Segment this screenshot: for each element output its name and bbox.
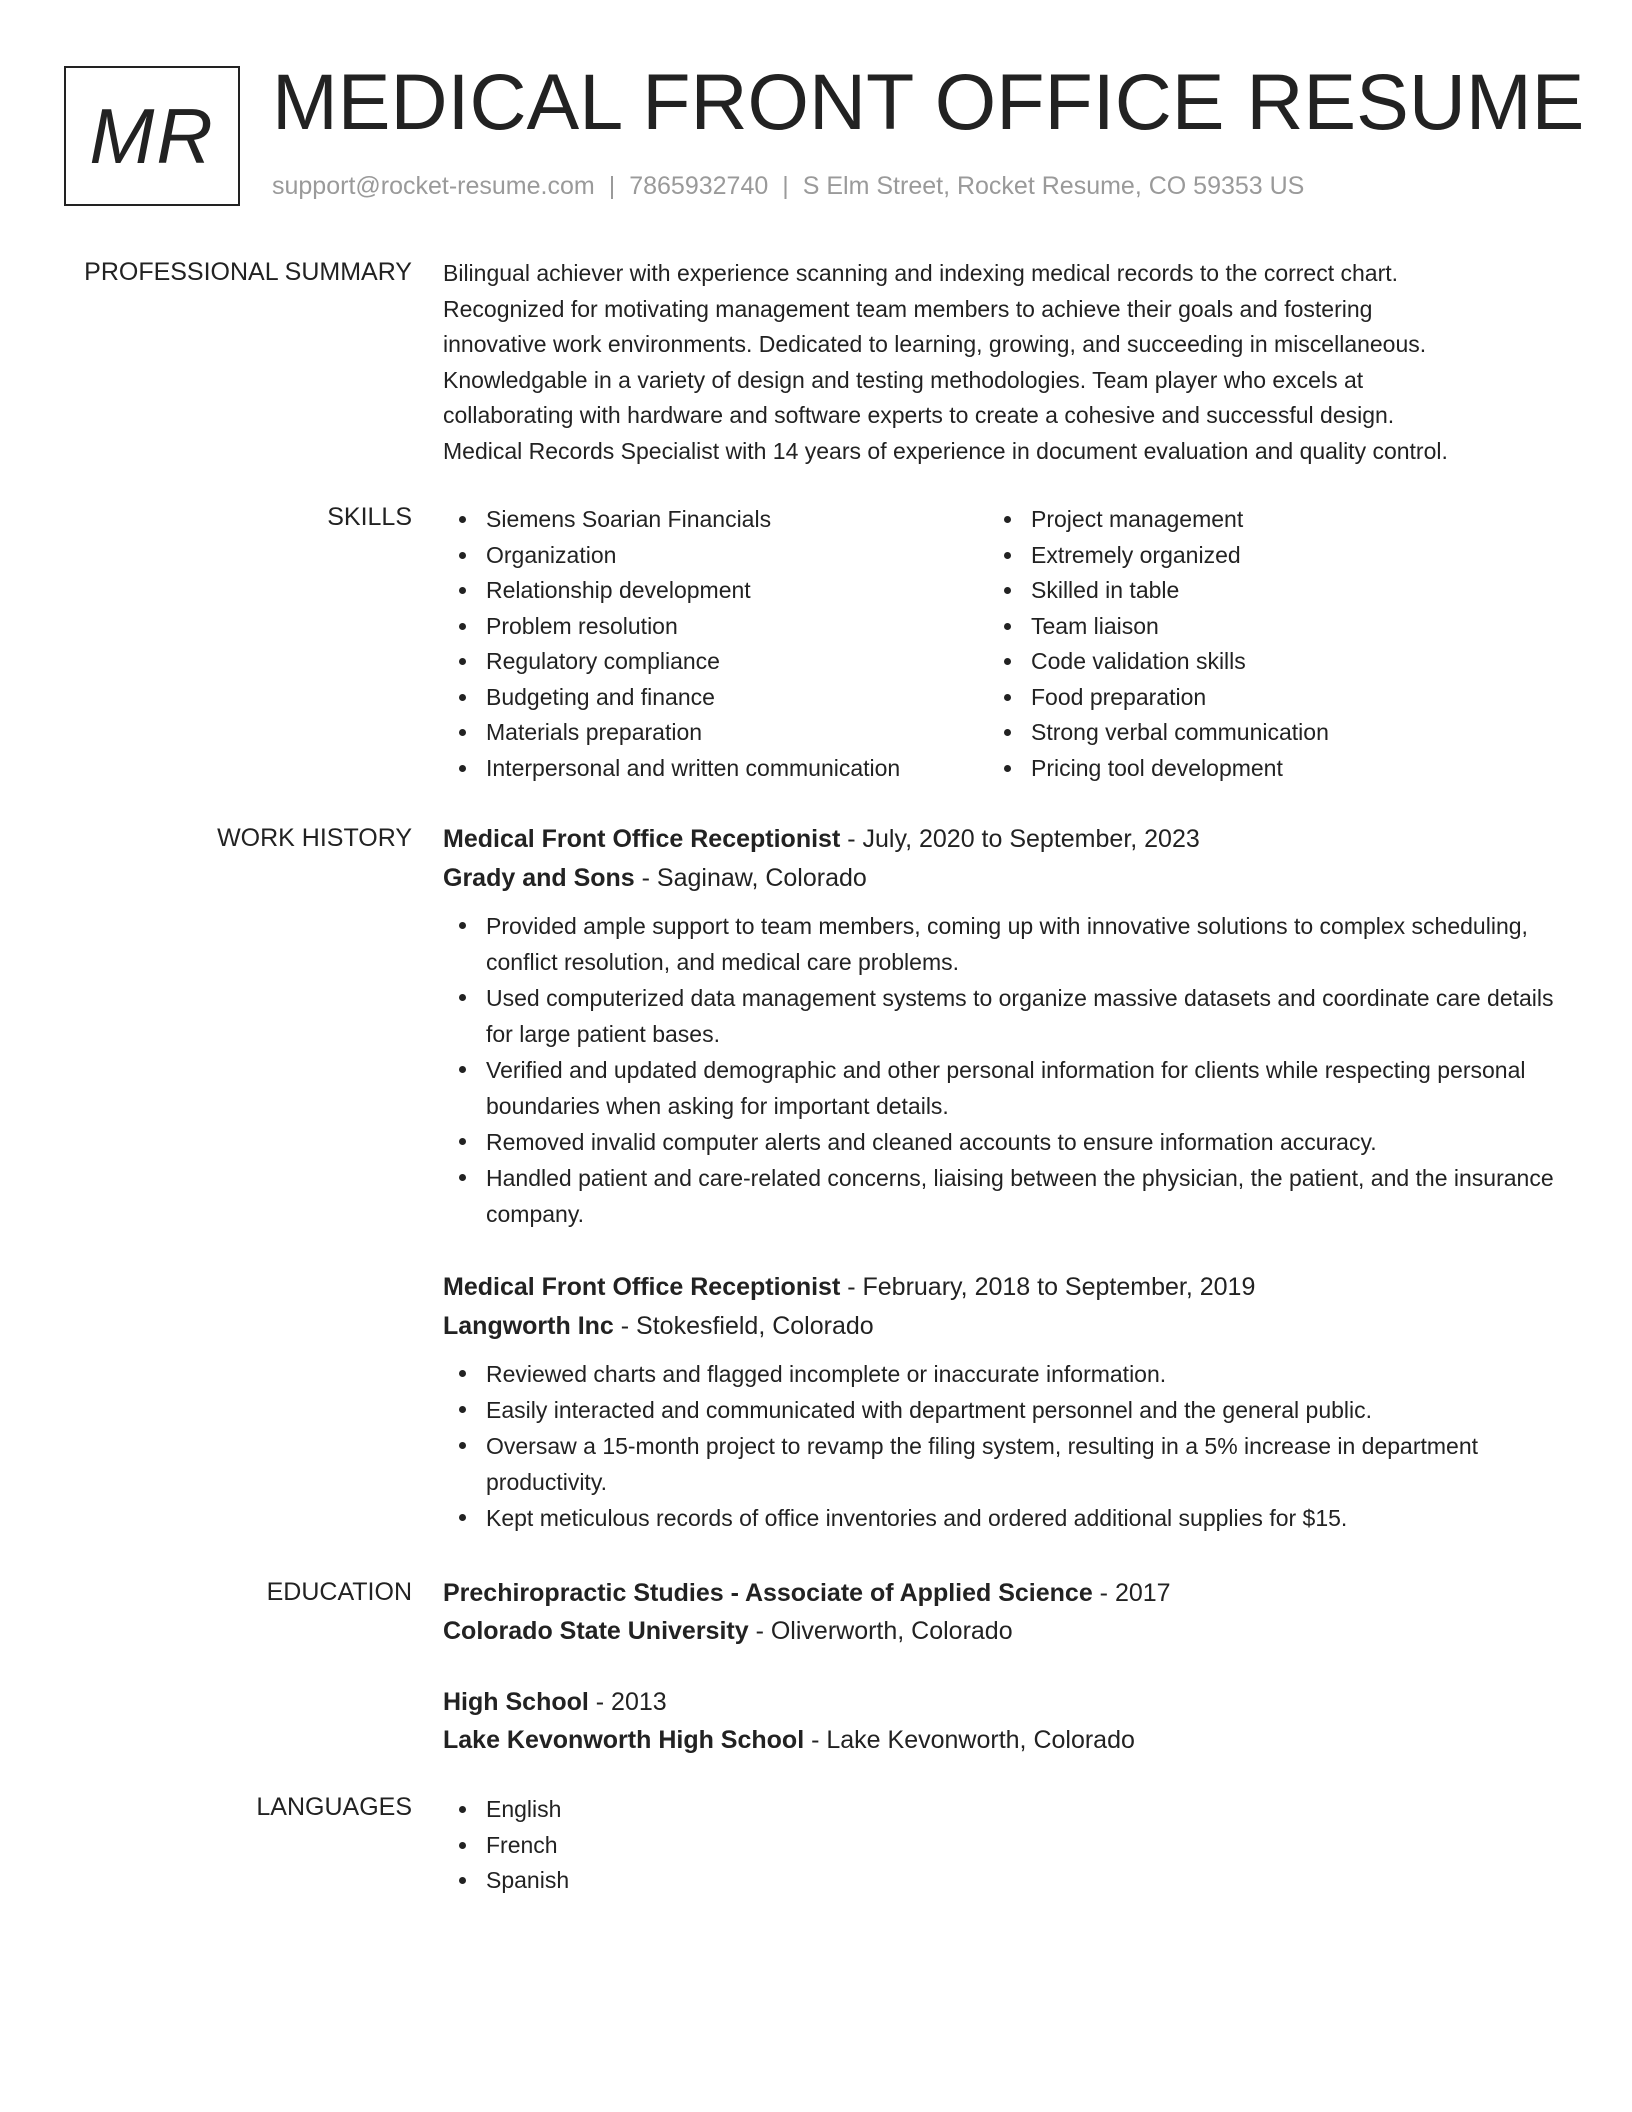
skill-item: Organization [443,538,988,574]
skill-item: Problem resolution [443,609,988,645]
summary-line: collaborating with hardware and software experts to create a cohesive and successful design. [443,402,1395,428]
language-item: English [443,1792,1563,1828]
languages-bullets [443,1792,1563,1899]
skill-item: Code validation skills [988,644,1533,680]
education-location: - Oliverworth, Colorado [748,1617,1013,1645]
skill-item: Skilled in table [988,573,1533,609]
contact-address: S Elm Street, Rocket Resume, CO 59353 US [802,172,1305,200]
language-item: Spanish [443,1863,1563,1899]
job-title-line [443,820,1563,859]
languages-list [443,1792,1563,1899]
skill-item: Project management [988,502,1533,538]
education-degree-line [443,1574,1563,1612]
job-company-line [443,1307,1563,1346]
summary-line: innovative work environments. Dedicated to learning, growing, and succeeding in miscellaneous. [443,331,1427,357]
education-school-line [443,1612,1563,1650]
job-bullet: Kept meticulous records of office inventories and ordered additional supplies for $15. [443,1500,1563,1536]
job-bullets [443,908,1563,1232]
contact-separator: | [782,172,789,200]
skills-list [443,502,1563,786]
monogram: MR [64,66,240,206]
languages-section-label: LANGUAGES [256,1793,412,1821]
job-location: - Saginaw, Colorado [634,864,867,892]
education-degree-line [443,1683,1563,1721]
education-section-label: EDUCATION [266,1578,412,1606]
job-dates: - February, 2018 to September, 2019 [840,1273,1256,1301]
skill-item: Siemens Soarian Financials [443,502,988,538]
job-entry [443,1268,1563,1536]
skill-item: Relationship development [443,573,988,609]
education-year: - 2017 [1092,1579,1171,1607]
education-degree: High School [443,1688,589,1716]
summary-section-label: PROFESSIONAL SUMMARY [84,258,412,286]
language-item: French [443,1828,1563,1864]
contact-email: support@rocket-resume.com [272,172,595,200]
skills-section-label: SKILLS [327,503,412,531]
job-company: Langworth Inc [443,1312,614,1340]
job-bullets [443,1356,1563,1536]
education-entry [443,1574,1563,1650]
work-section-label: WORK HISTORY [217,824,412,852]
job-bullet: Reviewed charts and flagged incomplete or inaccurate information. [443,1356,1563,1392]
education-school: Lake Kevonworth High School [443,1726,805,1754]
skill-item: Pricing tool development [988,751,1533,787]
job-bullet: Oversaw a 15-month project to revamp the filing system, resulting in a 5% increase in department productivity. [443,1428,1563,1500]
contact-line [272,172,1304,201]
summary-text [443,256,1563,469]
job-title: Medical Front Office Receptionist [443,1273,841,1301]
job-bullet: Removed invalid computer alerts and cleaned accounts to ensure information accuracy. [443,1124,1563,1160]
job-company-line [443,859,1563,898]
job-company: Grady and Sons [443,864,635,892]
job-bullet: Verified and updated demographic and other personal information for clients while respecting personal boundaries when asking for important details. [443,1052,1563,1124]
skill-item: Budgeting and finance [443,680,988,716]
education-degree: Prechiropractic Studies - Associate of Applied Science [443,1579,1093,1607]
skill-item: Materials preparation [443,715,988,751]
job-bullet: Provided ample support to team members, coming up with innovative solutions to complex scheduling, conflict resolution, and medical care problems. [443,908,1563,980]
job-bullet: Easily interacted and communicated with department personnel and the general public. [443,1392,1563,1428]
skills-column-1 [443,502,988,786]
skill-item: Regulatory compliance [443,644,988,680]
skill-item: Team liaison [988,609,1533,645]
education-school-line [443,1721,1563,1759]
summary-line: Bilingual achiever with experience scanning and indexing medical records to the correct chart. [443,260,1399,286]
contact-phone: 7865932740 [629,172,769,200]
education-location: - Lake Kevonworth, Colorado [804,1726,1135,1754]
summary-line: Recognized for motivating management team members to achieve their goals and fostering [443,295,1373,322]
skill-item: Strong verbal communication [988,715,1533,751]
resume-title: MEDICAL FRONT OFFICE RESUME [272,57,1585,146]
job-dates: - July, 2020 to September, 2023 [840,825,1200,853]
education-school: Colorado State University [443,1617,749,1645]
skill-item: Food preparation [988,680,1533,716]
job-bullet: Handled patient and care-related concerns, liaising between the physician, the patient, and the insurance company. [443,1160,1563,1232]
job-title: Medical Front Office Receptionist [443,825,841,853]
summary-line: Medical Records Specialist with 14 years of experience in document evaluation and quality control. [443,437,1448,464]
skill-item: Interpersonal and written communication [443,751,988,787]
education-year: - 2013 [588,1688,667,1716]
skills-column-2 [988,502,1533,786]
education-entry [443,1683,1563,1759]
job-location: - Stokesfield, Colorado [613,1312,874,1340]
job-entry [443,820,1563,1232]
job-title-line [443,1268,1563,1307]
skill-item: Extremely organized [988,538,1533,574]
contact-separator: | [608,172,616,200]
summary-line: Knowledgable in a variety of design and testing methodologies. Team player who excels at [443,366,1364,393]
job-bullet: Used computerized data management systems to organize massive datasets and coordinate care details for large patient bases. [443,980,1563,1052]
